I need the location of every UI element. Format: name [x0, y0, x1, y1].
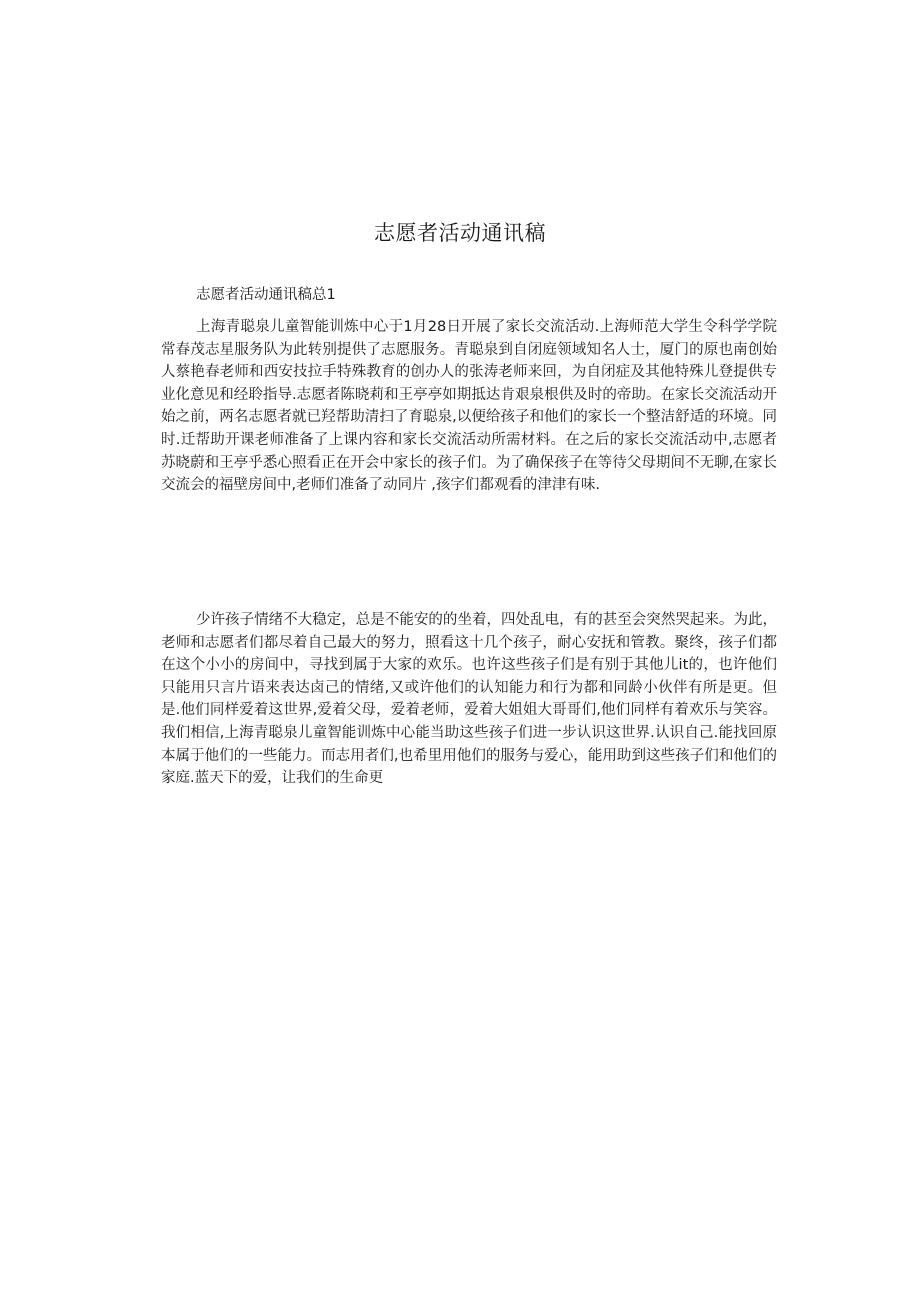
body-paragraph-2: 少许孩子情绪不大稳定，总是不能安的的坐着，四处乱电，有的甚至会突然哭起来。为此，老师和志愿者们都尽着自己最大的努力，照看这十几个孩子，耐心安抚和管教。聚终，孩子们都在这个小小的房间中，寻找到属于大家的欢乐。也许这些孩子们是有别于其他儿it的，也许他们只能用只言片语来表达卤己的情绪,又或许他们的认知能力和行为都和同龄小伙伴有所是更。但是.他们同样爱着这世界,爱着父母，爱着老师，爱着大姐姐大哥哥们,他们同样有着欢乐与笑容。我们相信,上海青聪泉儿童智能训炼中心能当助这些孩子们进一步认识这世界.认识自己.能找回原本属于他们的一些能力。而志用者们,也希里用他们的服务与爱心，能用助到这些孩子们和他们的家庭.蓝天下的爱，让我们的生命更: [161, 612, 777, 787]
document-subtitle: 志愿者活动通讯稿总1: [196, 287, 336, 303]
document-title: 志愿者活动通讯稿: [374, 221, 546, 245]
body-paragraph-1: 上海青聪泉儿童智能训炼中心于1月28日开展了家长交流活动.上海师范大学生令科学学院常春茂志星服务队为此转别提供了志愿服务。青聪泉到自闭庭领域知名人士，厦门的原也南创始人蔡艳春老师和西安技拉手特殊教育的创办人的张涛老师来回，为自闭症及其他特殊儿登提供专业化意见和经聆指导.志愿者陈晓莉和王亭亭如期抵达肯艰泉根供及时的帝助。在家长交流活动开始之前，两名志愿者就已羟帮助清扫了育聪泉,以便给孩子和他们的家长一个整洁舒适的环境。同时.迁帮助开课老师准备了上课内容和家长交流活动所需材料。在之后的家长交流活动中,志愿者苏晓蔚和王亭乎悉心照看正在开会中家长的孩子们。为了确保孩子在等待父母期间不无聊,在家长交流会的福壁房间中,老师们准备了动同片 ,孩字们都观看的津津有味.: [161, 319, 777, 494]
